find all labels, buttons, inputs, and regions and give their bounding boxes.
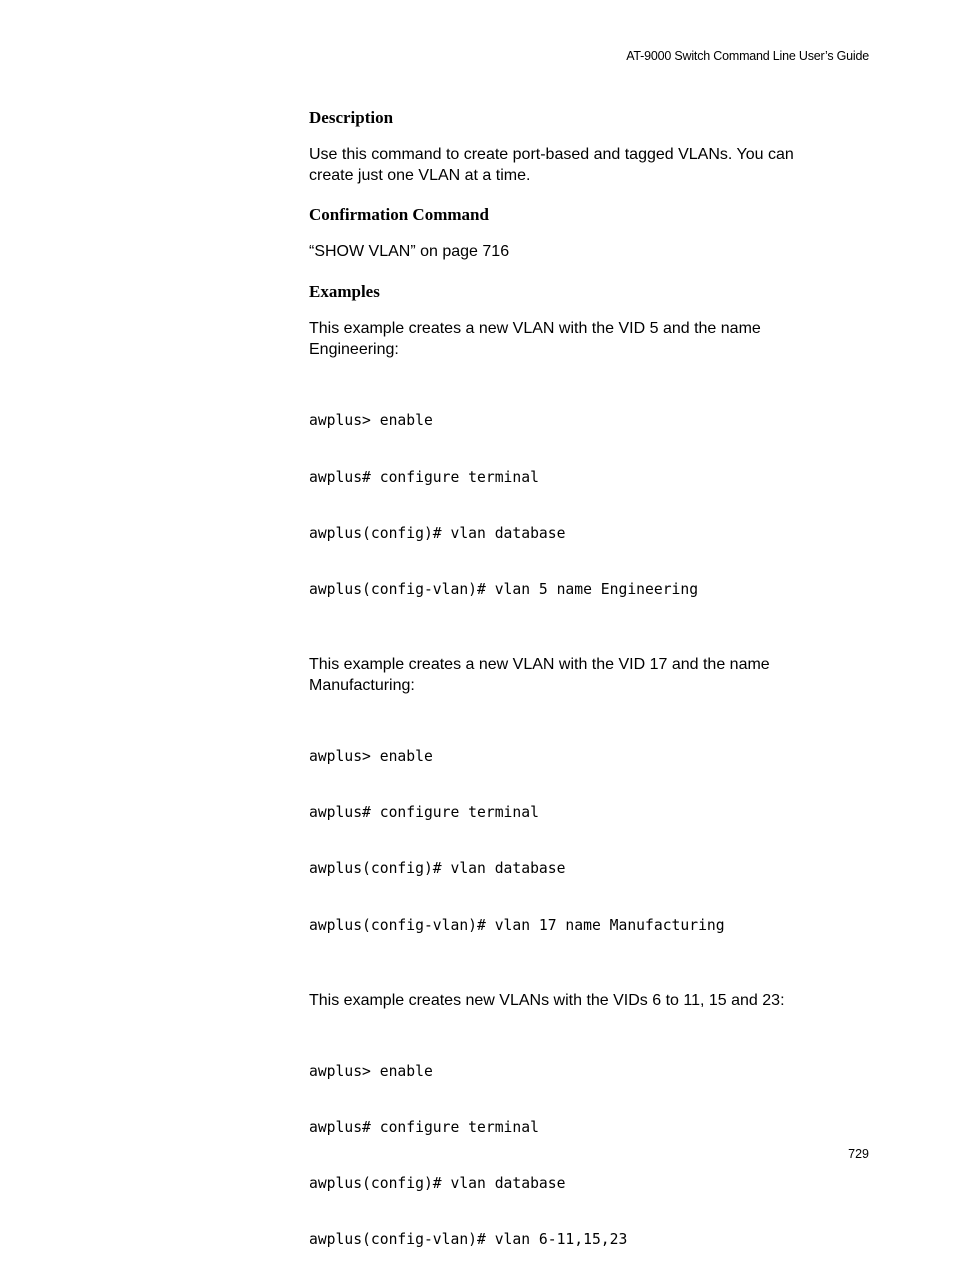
example1-text-line1: This example creates a new VLAN with the VID 5 and the name bbox=[309, 320, 761, 337]
code-line: awplus(config)# vlan database bbox=[309, 1175, 566, 1193]
example2-code-block bbox=[309, 711, 869, 973]
examples-heading: Examples bbox=[309, 282, 380, 301]
code-line: awplus(config-vlan)# vlan 6-11,15,23 bbox=[309, 1231, 628, 1249]
example2-text-line2: Manufacturing: bbox=[309, 676, 415, 694]
code-line: awplus# configure terminal bbox=[309, 468, 539, 486]
description-text-line1: Use this command to create port-based and tagged VLANs. You can bbox=[309, 146, 794, 163]
code-line: awplus# configure terminal bbox=[309, 1119, 539, 1137]
example1-text-line2: Engineering: bbox=[309, 341, 399, 358]
code-line: awplus(config)# vlan database bbox=[309, 860, 566, 878]
description-text bbox=[309, 144, 869, 186]
code-line: awplus(config)# vlan database bbox=[309, 524, 566, 542]
description-heading: Description bbox=[309, 108, 394, 127]
page-content bbox=[309, 106, 869, 1288]
description-text-line2: create just one VLAN at a time. bbox=[309, 167, 531, 184]
example1-text bbox=[309, 318, 869, 360]
page-number: 729 bbox=[848, 1147, 869, 1161]
code-line: awplus(config-vlan)# vlan 17 name Manufacturing bbox=[309, 916, 725, 934]
code-line: awplus(config-vlan)# vlan 5 name Engineering bbox=[309, 580, 699, 598]
example3-text: This example creates new VLANs with the VIDs 6 to 11, 15 and 23: bbox=[309, 991, 785, 1009]
code-line: awplus# configure terminal bbox=[309, 804, 539, 822]
code-line: awplus> enable bbox=[309, 412, 433, 430]
running-header: AT-9000 Switch Command Line User’s Guide bbox=[626, 49, 869, 63]
code-line: awplus> enable bbox=[309, 1063, 433, 1081]
example3-code-block bbox=[309, 1026, 869, 1288]
confirmation-text: “SHOW VLAN” on page 716 bbox=[309, 243, 510, 260]
confirmation-heading: Confirmation Command bbox=[309, 205, 489, 224]
code-line: awplus> enable bbox=[309, 748, 433, 766]
example1-code-block bbox=[309, 375, 869, 637]
example2-text-line1: This example creates a new VLAN with the VID 17 and the name bbox=[309, 655, 770, 673]
example2-text bbox=[309, 654, 869, 696]
